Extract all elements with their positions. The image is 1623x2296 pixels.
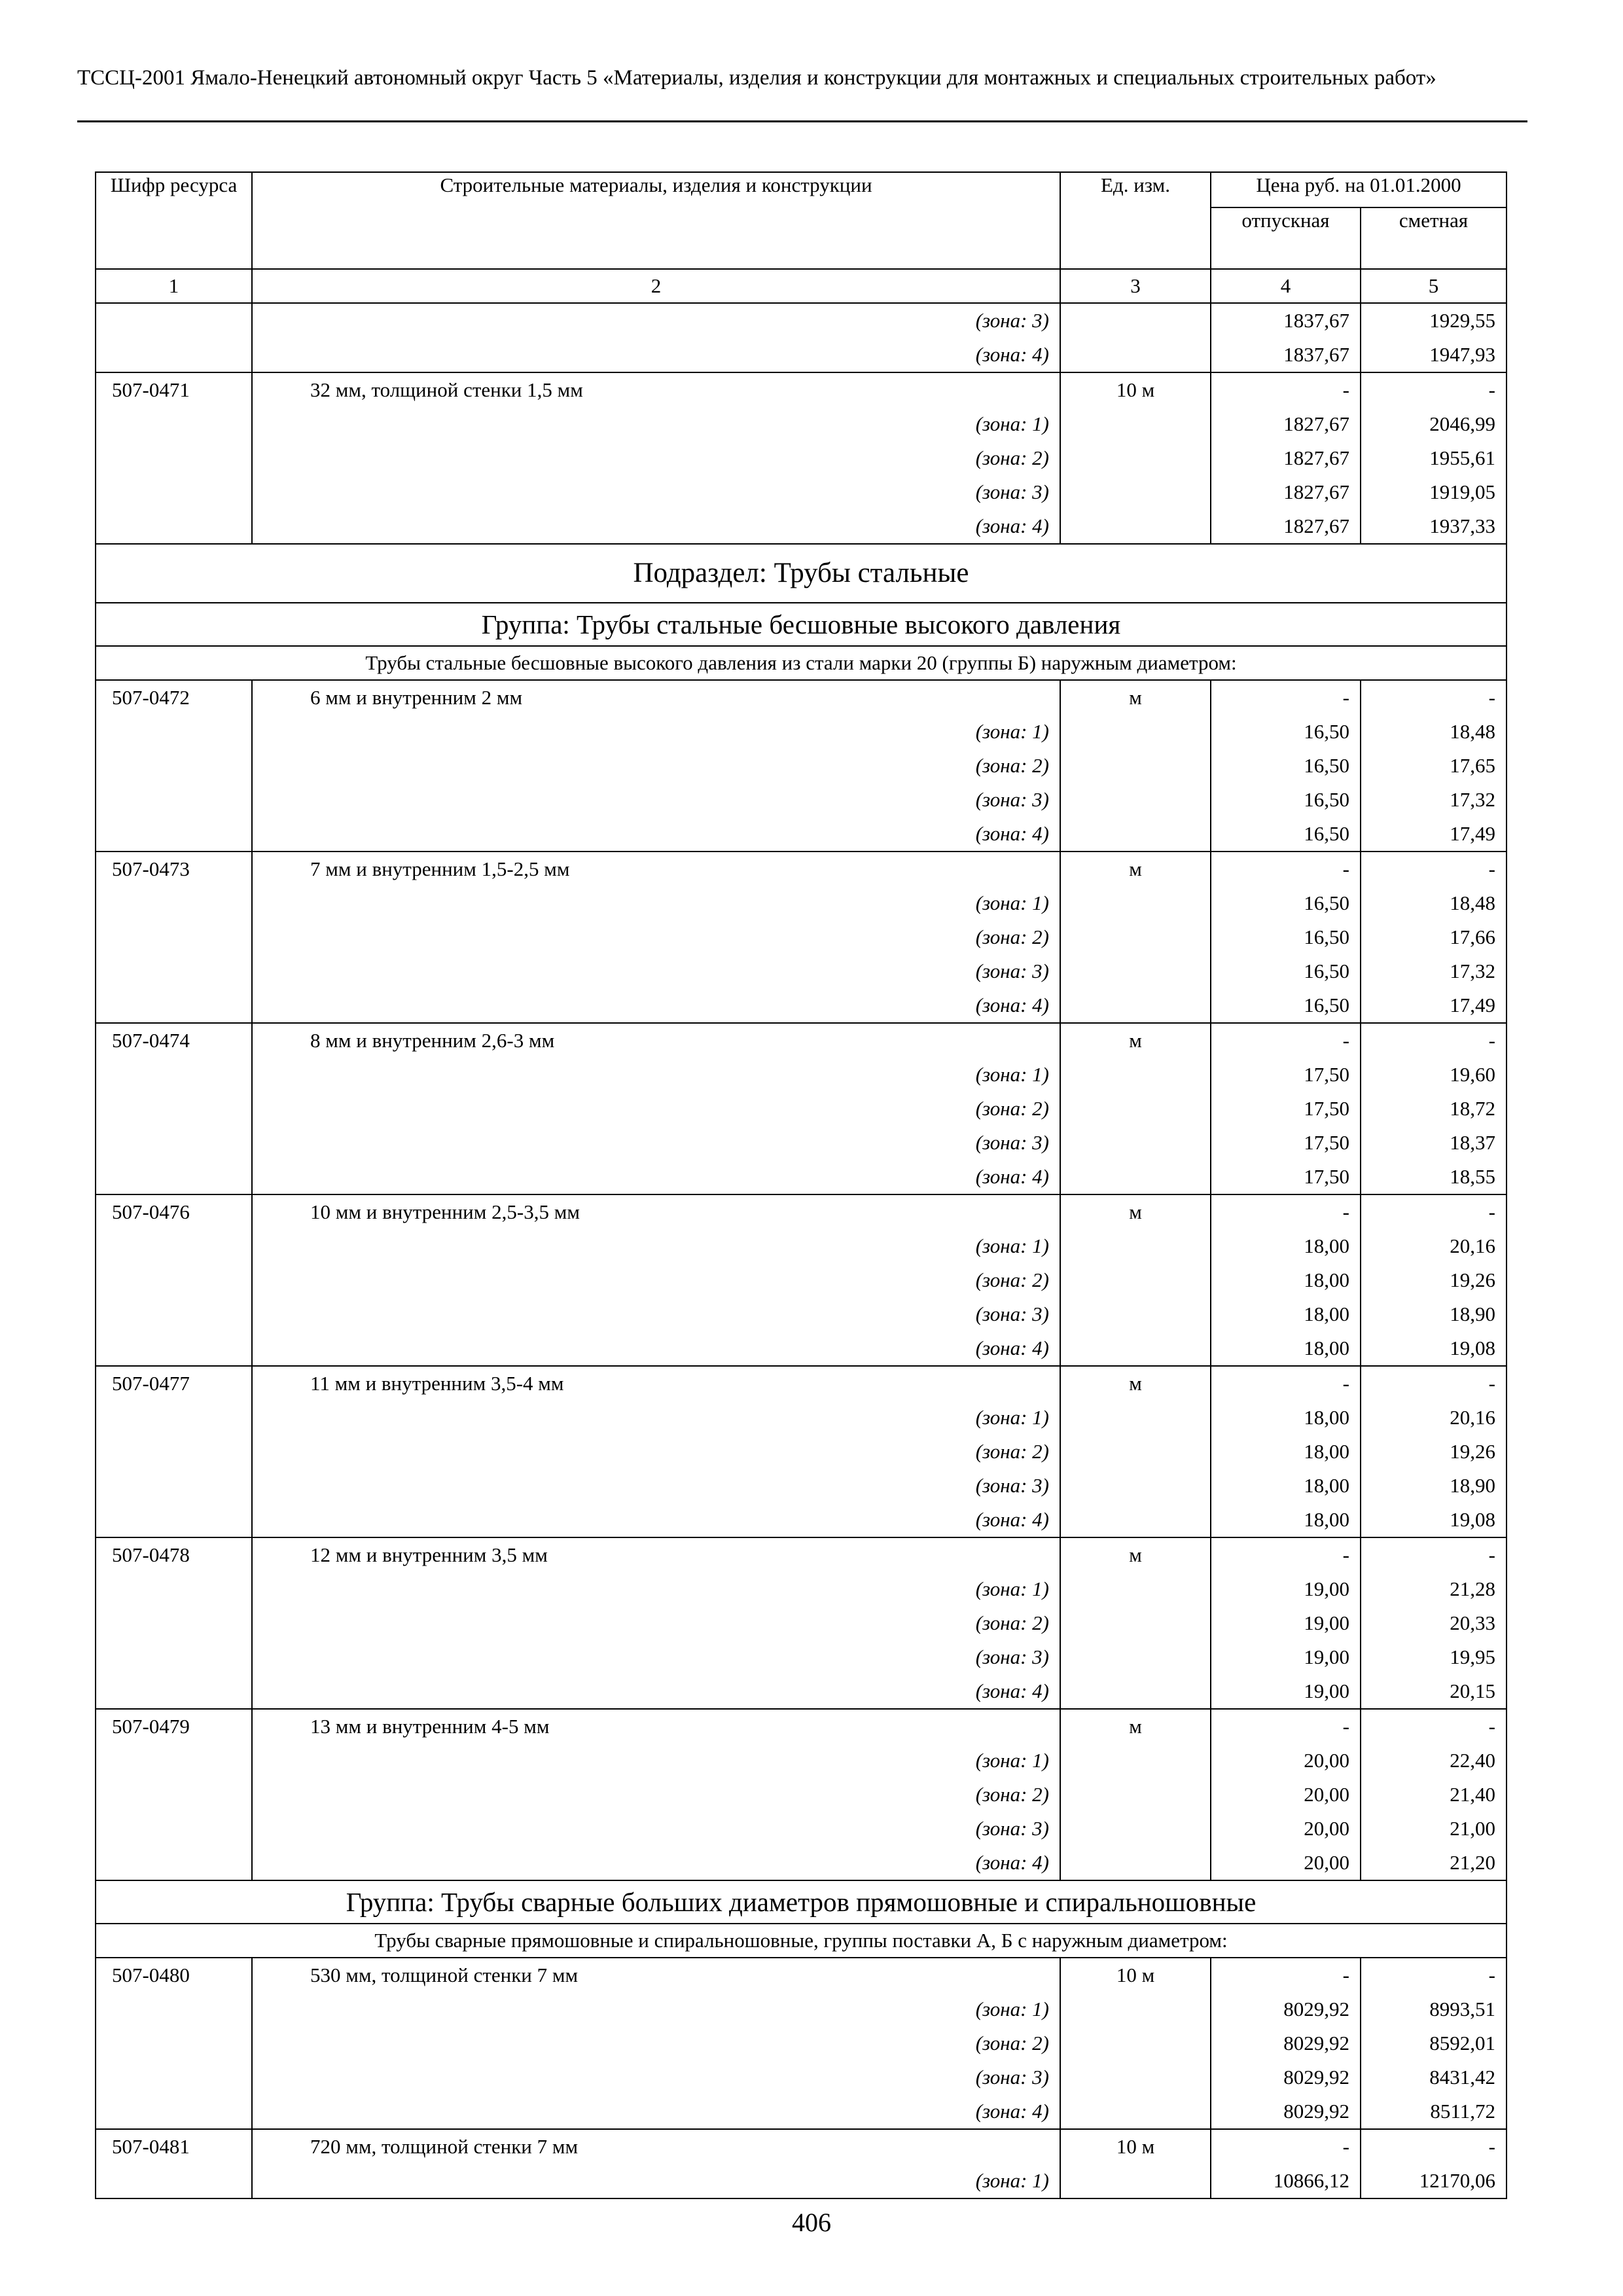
item-name: 13 мм и внутренним 4-5 мм	[310, 1715, 550, 1738]
item-unit: м	[1129, 1200, 1142, 1223]
group-row	[96, 1880, 1507, 1924]
zone-label: (зона: 3)	[975, 1817, 1049, 1840]
resource-code-cell	[96, 852, 252, 1023]
zone-label: (зона: 4)	[975, 1165, 1049, 1188]
release-price: 10866,12	[1273, 2169, 1349, 2192]
note-title: Трубы сварные прямошовные и спиральношовные, группы поставки А, Б с наружным диаметром:	[96, 1924, 1507, 1958]
zone-label: (зона: 4)	[975, 343, 1049, 366]
release-price-header-value: -	[1342, 1964, 1349, 1986]
table-row	[96, 1366, 1507, 1537]
zone-label: (зона: 3)	[975, 309, 1049, 332]
table-row	[96, 2129, 1507, 2198]
release-price: 1827,67	[1283, 480, 1349, 503]
zone-label: (зона: 1)	[975, 1234, 1049, 1257]
resource-code-cell	[96, 2129, 252, 2198]
zone-label: (зона: 1)	[975, 1063, 1049, 1086]
group-title: Группа: Трубы стальные бесшовные высокого давления	[96, 603, 1507, 646]
estimate-price: 18,72	[1450, 1097, 1495, 1120]
release-price: 18,00	[1304, 1406, 1349, 1429]
estimate-price: 21,28	[1450, 1577, 1495, 1600]
zone-label: (зона: 4)	[975, 1679, 1049, 1702]
estimate-price-header-value: -	[1488, 1372, 1495, 1395]
item-unit: 10 м	[1116, 2135, 1155, 2158]
resource-code: 507-0472	[112, 686, 190, 709]
item-name: 32 мм, толщиной стенки 1,5 мм	[310, 378, 583, 401]
zone-label: (зона: 3)	[975, 1645, 1049, 1668]
unit-cell	[1060, 1366, 1211, 1537]
item-unit: м	[1129, 1372, 1142, 1395]
unit-cell	[1060, 303, 1211, 372]
description-cell	[252, 1366, 1060, 1537]
column-header-name: Строительные материалы, изделия и конструкции	[252, 172, 1060, 269]
document-header-title: ТССЦ-2001 Ямало-Ненецкий автономный округ Часть 5 «Материалы, изделия и конструкции для монтажных и специальных строительных работ»	[77, 66, 1436, 90]
release-price: 17,50	[1304, 1131, 1349, 1154]
release-price-header-value: -	[1342, 1200, 1349, 1223]
table-row	[96, 1958, 1507, 2129]
note-title: Трубы стальные бесшовные высокого давления из стали марки 20 (группы Б) наружным диаметром:	[96, 646, 1507, 680]
zone-label: (зона: 1)	[975, 1749, 1049, 1772]
description-cell	[252, 680, 1060, 852]
estimate-price-cell	[1361, 1537, 1507, 1709]
description-cell	[252, 852, 1060, 1023]
unit-cell	[1060, 852, 1211, 1023]
description-cell	[252, 303, 1060, 372]
zone-label: (зона: 2)	[975, 2032, 1049, 2054]
zone-label: (зона: 1)	[975, 412, 1049, 435]
release-price: 16,50	[1304, 754, 1349, 777]
release-price: 1827,67	[1283, 412, 1349, 435]
estimate-price-cell	[1361, 1366, 1507, 1537]
estimate-price: 21,20	[1450, 1851, 1495, 1874]
resource-code-cell	[96, 1366, 252, 1537]
release-price-cell	[1211, 852, 1361, 1023]
release-price-header-value: -	[1342, 857, 1349, 880]
estimate-price: 20,16	[1450, 1406, 1495, 1429]
description-cell	[252, 1537, 1060, 1709]
column-header-unit: Ед. изм.	[1060, 172, 1211, 269]
estimate-price-header-value: -	[1488, 2135, 1495, 2158]
description-cell	[252, 372, 1060, 544]
release-price: 18,00	[1304, 1508, 1349, 1531]
estimate-price-cell	[1361, 303, 1507, 372]
release-price: 8029,92	[1283, 2100, 1349, 2123]
group-title: Группа: Трубы сварные больших диаметров прямошовные и спиральношовные	[96, 1880, 1507, 1924]
release-price: 1827,67	[1283, 446, 1349, 469]
estimate-price-header-value: -	[1488, 1029, 1495, 1052]
estimate-price: 21,40	[1450, 1783, 1495, 1806]
release-price: 8029,92	[1283, 2066, 1349, 2089]
estimate-price-header-value: -	[1488, 1964, 1495, 1986]
resource-code: 507-0478	[112, 1543, 190, 1566]
resource-code-cell	[96, 1709, 252, 1880]
resource-code-cell	[96, 1023, 252, 1194]
release-price: 18,00	[1304, 1302, 1349, 1325]
zone-label: (зона: 2)	[975, 1611, 1049, 1634]
estimate-price-cell	[1361, 1194, 1507, 1366]
zone-label: (зона: 2)	[975, 1783, 1049, 1806]
item-name: 10 мм и внутренним 2,5-3,5 мм	[310, 1200, 580, 1223]
estimate-price: 21,00	[1450, 1817, 1495, 1840]
zone-label: (зона: 3)	[975, 2066, 1049, 2089]
table-row	[96, 372, 1507, 544]
release-price: 1837,67	[1283, 343, 1349, 366]
release-price: 18,00	[1304, 1440, 1349, 1463]
column-number-1: 1	[96, 269, 252, 303]
release-price: 17,50	[1304, 1063, 1349, 1086]
estimate-price: 17,66	[1450, 925, 1495, 948]
estimate-price: 17,65	[1450, 754, 1495, 777]
release-price: 16,50	[1304, 925, 1349, 948]
zone-label: (зона: 4)	[975, 1336, 1049, 1359]
resource-code-cell	[96, 1194, 252, 1366]
estimate-price: 18,48	[1450, 891, 1495, 914]
page-number: 406	[792, 2208, 831, 2237]
estimate-price: 18,90	[1450, 1302, 1495, 1325]
release-price: 19,00	[1304, 1679, 1349, 1702]
estimate-price-header-value: -	[1488, 1715, 1495, 1738]
release-price: 20,00	[1304, 1783, 1349, 1806]
estimate-price: 8993,51	[1429, 1998, 1495, 2020]
resource-code: 507-0480	[112, 1964, 190, 1986]
group-row	[96, 603, 1507, 646]
zone-label: (зона: 4)	[975, 2100, 1049, 2123]
zone-label: (зона: 4)	[975, 994, 1049, 1016]
release-price-cell	[1211, 372, 1361, 544]
column-number-2: 2	[252, 269, 1060, 303]
release-price: 1827,67	[1283, 514, 1349, 537]
zone-label: (зона: 1)	[975, 1577, 1049, 1600]
estimate-price: 18,90	[1450, 1474, 1495, 1497]
item-name: 720 мм, толщиной стенки 7 мм	[310, 2135, 579, 2158]
release-price: 19,00	[1304, 1611, 1349, 1634]
item-unit: м	[1129, 1543, 1142, 1566]
column-header-release-price: отпускная	[1211, 207, 1361, 269]
column-header-estimate-price: сметная	[1361, 207, 1507, 269]
release-price: 17,50	[1304, 1097, 1349, 1120]
release-price-header-value: -	[1342, 686, 1349, 709]
description-cell	[252, 1194, 1060, 1366]
estimate-price: 19,26	[1450, 1440, 1495, 1463]
zone-label: (зона: 3)	[975, 1131, 1049, 1154]
estimate-price-header-value: -	[1488, 1543, 1495, 1566]
estimate-price-cell	[1361, 2129, 1507, 2198]
release-price: 16,50	[1304, 720, 1349, 743]
estimate-price: 18,55	[1450, 1165, 1495, 1188]
description-cell	[252, 1958, 1060, 2129]
estimate-price-cell	[1361, 372, 1507, 544]
column-number-5: 5	[1361, 269, 1507, 303]
release-price-cell	[1211, 303, 1361, 372]
estimate-price: 20,15	[1450, 1679, 1495, 1702]
estimate-price: 17,32	[1450, 960, 1495, 982]
release-price-cell	[1211, 1023, 1361, 1194]
table-row	[96, 680, 1507, 852]
zone-label: (зона: 1)	[975, 891, 1049, 914]
estimate-price: 19,95	[1450, 1645, 1495, 1668]
resource-code: 507-0474	[112, 1029, 190, 1052]
zone-label: (зона: 4)	[975, 822, 1049, 845]
resource-code: 507-0479	[112, 1715, 190, 1738]
estimate-price: 1919,05	[1429, 480, 1495, 503]
estimate-price: 8592,01	[1429, 2032, 1495, 2054]
price-table	[95, 171, 1507, 2199]
estimate-price: 8511,72	[1430, 2100, 1495, 2123]
zone-label: (зона: 2)	[975, 1097, 1049, 1120]
unit-cell	[1060, 1537, 1211, 1709]
estimate-price-cell	[1361, 852, 1507, 1023]
release-price: 20,00	[1304, 1817, 1349, 1840]
release-price: 19,00	[1304, 1645, 1349, 1668]
item-name: 7 мм и внутренним 1,5-2,5 мм	[310, 857, 570, 880]
item-unit: 10 м	[1116, 378, 1155, 401]
release-price: 18,00	[1304, 1234, 1349, 1257]
item-unit: м	[1129, 1715, 1142, 1738]
release-price-cell	[1211, 680, 1361, 852]
resource-code: 507-0476	[112, 1200, 190, 1223]
unit-cell	[1060, 372, 1211, 544]
item-unit: 10 м	[1116, 1964, 1155, 1986]
release-price-cell	[1211, 1366, 1361, 1537]
column-number-3: 3	[1060, 269, 1211, 303]
column-header-price: Цена руб. на 01.01.2000	[1211, 172, 1507, 207]
release-price-header-value: -	[1342, 1372, 1349, 1395]
release-price-cell	[1211, 1709, 1361, 1880]
unit-cell	[1060, 1958, 1211, 2129]
item-name: 12 мм и внутренним 3,5 мм	[310, 1543, 548, 1566]
unit-cell	[1060, 1023, 1211, 1194]
estimate-price: 22,40	[1450, 1749, 1495, 1772]
item-name: 530 мм, толщиной стенки 7 мм	[310, 1964, 579, 1986]
item-name: 11 мм и внутренним 3,5-4 мм	[310, 1372, 564, 1395]
resource-code-cell	[96, 1537, 252, 1709]
release-price-header-value: -	[1342, 2135, 1349, 2158]
unit-cell	[1060, 1194, 1211, 1366]
estimate-price: 17,49	[1450, 994, 1495, 1016]
estimate-price: 1937,33	[1429, 514, 1495, 537]
zone-label: (зона: 1)	[975, 720, 1049, 743]
zone-label: (зона: 4)	[975, 1851, 1049, 1874]
estimate-price: 19,26	[1450, 1268, 1495, 1291]
release-price-header-value: -	[1342, 1715, 1349, 1738]
release-price: 18,00	[1304, 1474, 1349, 1497]
estimate-price: 1947,93	[1429, 343, 1495, 366]
release-price-cell	[1211, 1194, 1361, 1366]
zone-label: (зона: 2)	[975, 1440, 1049, 1463]
table-row	[96, 1709, 1507, 1880]
header-divider	[77, 120, 1527, 122]
item-unit: м	[1129, 857, 1142, 880]
estimate-price: 18,48	[1450, 720, 1495, 743]
release-price: 1837,67	[1283, 309, 1349, 332]
release-price: 17,50	[1304, 1165, 1349, 1188]
table-row	[96, 1194, 1507, 1366]
release-price: 19,00	[1304, 1577, 1349, 1600]
zone-label: (зона: 4)	[975, 514, 1049, 537]
estimate-price: 1929,55	[1429, 309, 1495, 332]
unit-cell	[1060, 2129, 1211, 2198]
release-price-header-value: -	[1342, 1029, 1349, 1052]
estimate-price: 19,60	[1450, 1063, 1495, 1086]
estimate-price-header-value: -	[1488, 857, 1495, 880]
estimate-price: 1955,61	[1429, 446, 1495, 469]
column-number-4: 4	[1211, 269, 1361, 303]
item-name: 6 мм и внутренним 2 мм	[310, 686, 523, 709]
estimate-price-header-value: -	[1488, 686, 1495, 709]
zone-label: (зона: 4)	[975, 1508, 1049, 1531]
estimate-price: 17,32	[1450, 788, 1495, 811]
release-price: 18,00	[1304, 1268, 1349, 1291]
description-cell	[252, 1023, 1060, 1194]
estimate-price: 20,16	[1450, 1234, 1495, 1257]
estimate-price: 17,49	[1450, 822, 1495, 845]
resource-code: 507-0471	[112, 378, 190, 401]
release-price-cell	[1211, 1958, 1361, 2129]
zone-label: (зона: 2)	[975, 446, 1049, 469]
estimate-price: 19,08	[1450, 1336, 1495, 1359]
zone-label: (зона: 3)	[975, 788, 1049, 811]
resource-code: 507-0481	[112, 2135, 190, 2158]
release-price: 8029,92	[1283, 2032, 1349, 2054]
resource-code: 507-0473	[112, 857, 190, 880]
item-unit: м	[1129, 686, 1142, 709]
release-price: 20,00	[1304, 1749, 1349, 1772]
resource-code: 507-0477	[112, 1372, 190, 1395]
table-row	[96, 1023, 1507, 1194]
zone-label: (зона: 3)	[975, 960, 1049, 982]
estimate-price-header-value: -	[1488, 1200, 1495, 1223]
zone-label: (зона: 1)	[975, 2169, 1049, 2192]
zone-label: (зона: 3)	[975, 1474, 1049, 1497]
resource-code-cell	[96, 1958, 252, 2129]
note-row	[96, 646, 1507, 680]
estimate-price: 19,08	[1450, 1508, 1495, 1531]
release-price: 20,00	[1304, 1851, 1349, 1874]
table-body	[96, 303, 1507, 2198]
unit-cell	[1060, 680, 1211, 852]
zone-label: (зона: 1)	[975, 1406, 1049, 1429]
estimate-price-cell	[1361, 680, 1507, 852]
table-row	[96, 303, 1507, 372]
release-price: 8029,92	[1283, 1998, 1349, 2020]
release-price-cell	[1211, 1537, 1361, 1709]
zone-label: (зона: 3)	[975, 1302, 1049, 1325]
subsection-title: Подраздел: Трубы стальные	[96, 544, 1507, 603]
estimate-price-header-value: -	[1488, 378, 1495, 401]
estimate-price-cell	[1361, 1023, 1507, 1194]
release-price-header-value: -	[1342, 1543, 1349, 1566]
zone-label: (зона: 2)	[975, 925, 1049, 948]
resource-code-cell	[96, 372, 252, 544]
zone-label: (зона: 2)	[975, 754, 1049, 777]
release-price: 16,50	[1304, 788, 1349, 811]
estimate-price: 20,33	[1450, 1611, 1495, 1634]
zone-label: (зона: 1)	[975, 1998, 1049, 2020]
release-price: 18,00	[1304, 1336, 1349, 1359]
release-price-cell	[1211, 2129, 1361, 2198]
estimate-price: 12170,06	[1419, 2169, 1495, 2192]
resource-code-cell	[96, 680, 252, 852]
subsection-row	[96, 544, 1507, 603]
release-price: 16,50	[1304, 822, 1349, 845]
note-row	[96, 1924, 1507, 1958]
estimate-price-cell	[1361, 1958, 1507, 2129]
item-name: 8 мм и внутренним 2,6-3 мм	[310, 1029, 555, 1052]
unit-cell	[1060, 1709, 1211, 1880]
release-price: 16,50	[1304, 891, 1349, 914]
estimate-price: 18,37	[1450, 1131, 1495, 1154]
resource-code-cell	[96, 303, 252, 372]
estimate-price: 2046,99	[1429, 412, 1495, 435]
estimate-price-cell	[1361, 1709, 1507, 1880]
release-price: 16,50	[1304, 960, 1349, 982]
description-cell	[252, 2129, 1060, 2198]
table-row	[96, 1537, 1507, 1709]
estimate-price: 8431,42	[1429, 2066, 1495, 2089]
item-unit: м	[1129, 1029, 1142, 1052]
description-cell	[252, 1709, 1060, 1880]
table-row	[96, 852, 1507, 1023]
zone-label: (зона: 2)	[975, 1268, 1049, 1291]
zone-label: (зона: 3)	[975, 480, 1049, 503]
column-header-code: Шифр ресурса	[96, 172, 252, 269]
release-price: 16,50	[1304, 994, 1349, 1016]
release-price-header-value: -	[1342, 378, 1349, 401]
